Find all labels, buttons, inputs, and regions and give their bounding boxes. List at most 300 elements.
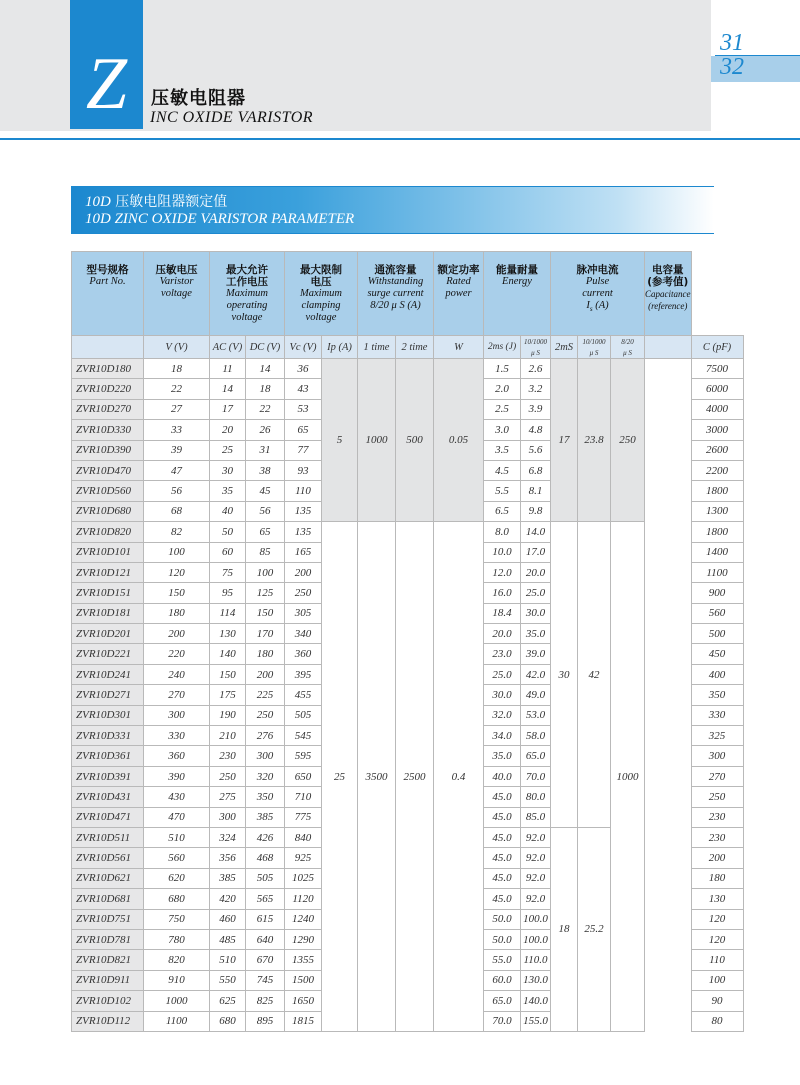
- ac-voltage: 60: [210, 542, 246, 562]
- header-operating-voltage: 最大允许 工作电压 Maximum operating voltage: [210, 252, 285, 336]
- column-gap: [645, 562, 692, 582]
- column-gap: [645, 848, 692, 868]
- logo-letter: Z: [85, 43, 128, 125]
- clamping-voltage: 1355: [285, 950, 322, 970]
- varistor-voltage: 240: [144, 664, 210, 684]
- unit-vc: Vc (V): [285, 336, 322, 359]
- varistor-voltage: 820: [144, 950, 210, 970]
- column-gap: [645, 542, 692, 562]
- dc-voltage: 350: [246, 787, 285, 807]
- energy-10-1000: 53.0: [521, 705, 551, 725]
- clamping-voltage: 595: [285, 746, 322, 766]
- capacitance: 900: [691, 583, 743, 603]
- energy-10-1000: 58.0: [521, 726, 551, 746]
- energy-2ms: 55.0: [484, 950, 521, 970]
- dc-voltage: 468: [246, 848, 285, 868]
- column-gap: [645, 420, 692, 440]
- capacitance: 350: [691, 685, 743, 705]
- energy-2ms: 20.0: [484, 624, 521, 644]
- ac-voltage: 95: [210, 583, 246, 603]
- energy-2ms: 65.0: [484, 991, 521, 1011]
- energy-10-1000: 20.0: [521, 562, 551, 582]
- ac-voltage: 550: [210, 970, 246, 990]
- dc-voltage: 565: [246, 889, 285, 909]
- dc-voltage: 825: [246, 991, 285, 1011]
- capacitance: 1800: [691, 522, 743, 542]
- unit-2time: 2 time: [396, 336, 434, 359]
- energy-10-1000: 14.0: [521, 522, 551, 542]
- varistor-voltage: 150: [144, 583, 210, 603]
- clamping-voltage: 650: [285, 766, 322, 786]
- varistor-voltage: 47: [144, 460, 210, 480]
- dc-voltage: 225: [246, 685, 285, 705]
- clamping-voltage: 93: [285, 460, 322, 480]
- clamping-voltage: 110: [285, 481, 322, 501]
- dc-voltage: 38: [246, 460, 285, 480]
- energy-10-1000: 3.9: [521, 399, 551, 419]
- ac-voltage: 140: [210, 644, 246, 664]
- header-surge-current: 通流容量 Withstanding surge current 8/20 μ S (A): [358, 252, 434, 336]
- energy-10-1000: 35.0: [521, 624, 551, 644]
- unit-pulse-2ms: 2mS: [551, 336, 578, 359]
- dc-voltage: 505: [246, 868, 285, 888]
- power-group-2: 0.4: [434, 522, 484, 1032]
- ac-voltage: 485: [210, 929, 246, 949]
- energy-10-1000: 130.0: [521, 970, 551, 990]
- table-units-row: [72, 336, 744, 359]
- part-number: ZVR10D121: [72, 562, 144, 582]
- pulse-2ms-group-2a: 30: [551, 522, 578, 828]
- clamping-voltage: 1650: [285, 991, 322, 1011]
- energy-2ms: 18.4: [484, 603, 521, 623]
- varistor-voltage: 200: [144, 624, 210, 644]
- unit-2ms: 2ms (J): [484, 336, 521, 359]
- part-number: ZVR10D511: [72, 827, 144, 847]
- capacitance: 180: [691, 868, 743, 888]
- ac-voltage: 175: [210, 685, 246, 705]
- part-number: ZVR10D471: [72, 807, 144, 827]
- varistor-voltage: 120: [144, 562, 210, 582]
- column-gap: [645, 807, 692, 827]
- varistor-voltage: 33: [144, 420, 210, 440]
- energy-10-1000: 92.0: [521, 889, 551, 909]
- energy-2ms: 34.0: [484, 726, 521, 746]
- energy-10-1000: 100.0: [521, 929, 551, 949]
- energy-10-1000: 25.0: [521, 583, 551, 603]
- dc-voltage: 170: [246, 624, 285, 644]
- pulse-8-20-group-1: 250: [611, 359, 645, 522]
- energy-2ms: 5.5: [484, 481, 521, 501]
- clamping-voltage: 1500: [285, 970, 322, 990]
- clamping-voltage: 1120: [285, 889, 322, 909]
- header-clamping-voltage: 最大限制 电压 Maximum clamping voltage: [285, 252, 358, 336]
- dc-voltage: 85: [246, 542, 285, 562]
- energy-2ms: 45.0: [484, 827, 521, 847]
- logo-block: [70, 0, 143, 129]
- energy-10-1000: 92.0: [521, 827, 551, 847]
- energy-2ms: 10.0: [484, 542, 521, 562]
- varistor-voltage: 470: [144, 807, 210, 827]
- clamping-voltage: 65: [285, 420, 322, 440]
- part-number: ZVR10D220: [72, 379, 144, 399]
- ip-group-1: 5: [322, 359, 358, 522]
- energy-10-1000: 92.0: [521, 848, 551, 868]
- clamping-voltage: 135: [285, 501, 322, 521]
- part-number: ZVR10D820: [72, 522, 144, 542]
- column-gap: [645, 889, 692, 909]
- dc-voltage: 31: [246, 440, 285, 460]
- part-number: ZVR10D271: [72, 685, 144, 705]
- varistor-voltage: 100: [144, 542, 210, 562]
- energy-2ms: 32.0: [484, 705, 521, 725]
- varistor-voltage: 560: [144, 848, 210, 868]
- ac-voltage: 460: [210, 909, 246, 929]
- energy-2ms: 60.0: [484, 970, 521, 990]
- clamping-voltage: 36: [285, 359, 322, 379]
- ac-voltage: 356: [210, 848, 246, 868]
- capacitance: 80: [691, 1011, 743, 1031]
- part-number: ZVR10D151: [72, 583, 144, 603]
- ac-voltage: 40: [210, 501, 246, 521]
- capacitance: 2200: [691, 460, 743, 480]
- part-number: ZVR10D680: [72, 501, 144, 521]
- energy-10-1000: 85.0: [521, 807, 551, 827]
- part-number: ZVR10D751: [72, 909, 144, 929]
- column-gap: [645, 726, 692, 746]
- energy-2ms: 40.0: [484, 766, 521, 786]
- clamping-voltage: 1240: [285, 909, 322, 929]
- dc-voltage: 18: [246, 379, 285, 399]
- ac-voltage: 75: [210, 562, 246, 582]
- energy-10-1000: 17.0: [521, 542, 551, 562]
- column-gap: [645, 685, 692, 705]
- ac-voltage: 50: [210, 522, 246, 542]
- section-title-prefix: 10D: [85, 194, 111, 210]
- energy-2ms: 50.0: [484, 909, 521, 929]
- header-part: 型号规格 Part No.: [72, 252, 144, 336]
- part-number: ZVR10D470: [72, 460, 144, 480]
- column-gap: [645, 787, 692, 807]
- dc-voltage: 745: [246, 970, 285, 990]
- ac-voltage: 190: [210, 705, 246, 725]
- pulse-10-1000-group-2b: 25.2: [578, 827, 611, 1031]
- column-gap: [645, 624, 692, 644]
- dc-voltage: 100: [246, 562, 285, 582]
- energy-2ms: 70.0: [484, 1011, 521, 1031]
- ip-group-2: 25: [322, 522, 358, 1032]
- pulse-8-20-group-2: 1000: [611, 522, 645, 1032]
- capacitance: 450: [691, 644, 743, 664]
- energy-2ms: 3.0: [484, 420, 521, 440]
- dc-voltage: 180: [246, 644, 285, 664]
- varistor-parameter-table: [71, 251, 744, 1032]
- energy-10-1000: 3.2: [521, 379, 551, 399]
- part-number: ZVR10D330: [72, 420, 144, 440]
- capacitance: 100: [691, 970, 743, 990]
- surge-1time-group-2: 3500: [358, 522, 396, 1032]
- ac-voltage: 25: [210, 440, 246, 460]
- energy-10-1000: 42.0: [521, 664, 551, 684]
- unit-pulse-8-20: 8/20 μ S: [611, 336, 645, 359]
- column-gap: [645, 603, 692, 623]
- clamping-voltage: 395: [285, 664, 322, 684]
- energy-10-1000: 5.6: [521, 440, 551, 460]
- clamping-voltage: 710: [285, 787, 322, 807]
- ac-voltage: 275: [210, 787, 246, 807]
- clamping-voltage: 250: [285, 583, 322, 603]
- varistor-voltage: 750: [144, 909, 210, 929]
- energy-2ms: 45.0: [484, 868, 521, 888]
- clamping-voltage: 53: [285, 399, 322, 419]
- column-gap: [645, 1011, 692, 1031]
- unit-dc: DC (V): [246, 336, 285, 359]
- surge-2time-group-2: 2500: [396, 522, 434, 1032]
- clamping-voltage: 455: [285, 685, 322, 705]
- part-number: ZVR10D112: [72, 1011, 144, 1031]
- energy-10-1000: 110.0: [521, 950, 551, 970]
- unit-w: W: [434, 336, 484, 359]
- dc-voltage: 670: [246, 950, 285, 970]
- header-varistor-voltage: 压敏电压 Varistor voltage: [144, 252, 210, 336]
- ac-voltage: 230: [210, 746, 246, 766]
- varistor-voltage: 27: [144, 399, 210, 419]
- varistor-voltage: 510: [144, 827, 210, 847]
- energy-10-1000: 65.0: [521, 746, 551, 766]
- energy-2ms: 16.0: [484, 583, 521, 603]
- capacitance: 130: [691, 889, 743, 909]
- header-pulse-current: 脉冲电流 Pulse current $I_s$ (A): [551, 252, 645, 336]
- ac-voltage: 14: [210, 379, 246, 399]
- unit-ac: AC (V): [210, 336, 246, 359]
- varistor-voltage: 680: [144, 889, 210, 909]
- dc-voltage: 22: [246, 399, 285, 419]
- unit-1time: 1 time: [358, 336, 396, 359]
- clamping-voltage: 505: [285, 705, 322, 725]
- unit-ip: Ip (A): [322, 336, 358, 359]
- part-number: ZVR10D331: [72, 726, 144, 746]
- header-energy: 能量耐量 Energy: [484, 252, 551, 336]
- energy-10-1000: 80.0: [521, 787, 551, 807]
- table-row: [72, 359, 744, 379]
- dc-voltage: 615: [246, 909, 285, 929]
- varistor-voltage: 18: [144, 359, 210, 379]
- energy-2ms: 23.0: [484, 644, 521, 664]
- column-gap: [645, 929, 692, 949]
- capacitance: 230: [691, 827, 743, 847]
- capacitance: 200: [691, 848, 743, 868]
- section-title-cn-text: 压敏电阻器额定值: [115, 194, 228, 210]
- clamping-voltage: 545: [285, 726, 322, 746]
- clamping-voltage: 1290: [285, 929, 322, 949]
- dc-voltage: 14: [246, 359, 285, 379]
- ac-voltage: 210: [210, 726, 246, 746]
- energy-2ms: 3.5: [484, 440, 521, 460]
- dc-voltage: 276: [246, 726, 285, 746]
- varistor-voltage: 780: [144, 929, 210, 949]
- part-number: ZVR10D781: [72, 929, 144, 949]
- varistor-voltage: 910: [144, 970, 210, 990]
- section-title-cn: [85, 191, 227, 211]
- energy-2ms: 12.0: [484, 562, 521, 582]
- capacitance: 90: [691, 991, 743, 1011]
- energy-10-1000: 30.0: [521, 603, 551, 623]
- energy-10-1000: 6.8: [521, 460, 551, 480]
- varistor-voltage: 22: [144, 379, 210, 399]
- part-number: ZVR10D431: [72, 787, 144, 807]
- surge-2time-group-1: 500: [396, 359, 434, 522]
- part-number: ZVR10D911: [72, 970, 144, 990]
- varistor-voltage: 39: [144, 440, 210, 460]
- ac-voltage: 20: [210, 420, 246, 440]
- section-title-en: 10D ZINC OXIDE VARISTOR PARAMETER: [85, 211, 355, 227]
- capacitance: 6000: [691, 379, 743, 399]
- column-gap: [645, 664, 692, 684]
- table-header-row: [72, 252, 744, 336]
- unit-pulse-10-1000: 10/1000 μ S: [578, 336, 611, 359]
- ac-voltage: 324: [210, 827, 246, 847]
- energy-10-1000: 70.0: [521, 766, 551, 786]
- column-gap: [645, 705, 692, 725]
- header-capacitance: 电容量 (参考值) Capacitance (reference): [645, 252, 692, 336]
- clamping-voltage: 1025: [285, 868, 322, 888]
- part-number: ZVR10D681: [72, 889, 144, 909]
- energy-10-1000: 155.0: [521, 1011, 551, 1031]
- capacitance: 330: [691, 705, 743, 725]
- table-row: [72, 522, 744, 542]
- unit-10-1000: 10/1000 μ S: [521, 336, 551, 359]
- surge-1time-group-1: 1000: [358, 359, 396, 522]
- ac-voltage: 130: [210, 624, 246, 644]
- ac-voltage: 114: [210, 603, 246, 623]
- pulse-10-1000-group-1: 23.8: [578, 359, 611, 522]
- column-gap: [645, 460, 692, 480]
- varistor-voltage: 390: [144, 766, 210, 786]
- unit-cap: C (pF): [691, 336, 743, 359]
- dc-voltage: 640: [246, 929, 285, 949]
- varistor-voltage: 56: [144, 481, 210, 501]
- energy-2ms: 6.5: [484, 501, 521, 521]
- column-gap: [645, 827, 692, 847]
- column-gap: [645, 991, 692, 1011]
- page-number-left: 31: [720, 30, 744, 56]
- energy-2ms: 1.5: [484, 359, 521, 379]
- dc-voltage: 150: [246, 603, 285, 623]
- pulse-2ms-group-2b: 18: [551, 827, 578, 1031]
- energy-10-1000: 2.6: [521, 359, 551, 379]
- clamping-voltage: 1815: [285, 1011, 322, 1031]
- header-rated-power: 额定功率 Rated power: [434, 252, 484, 336]
- clamping-voltage: 925: [285, 848, 322, 868]
- capacitance: 1100: [691, 562, 743, 582]
- column-gap: [645, 440, 692, 460]
- part-number: ZVR10D102: [72, 991, 144, 1011]
- dc-voltage: 26: [246, 420, 285, 440]
- column-gap: [645, 970, 692, 990]
- capacitance: 400: [691, 664, 743, 684]
- energy-2ms: 50.0: [484, 929, 521, 949]
- column-gap: [645, 399, 692, 419]
- column-gap: [645, 950, 692, 970]
- energy-2ms: 2.5: [484, 399, 521, 419]
- capacitance: 1800: [691, 481, 743, 501]
- part-number: ZVR10D201: [72, 624, 144, 644]
- column-gap: [645, 379, 692, 399]
- unit-gap: [645, 336, 692, 359]
- ac-voltage: 150: [210, 664, 246, 684]
- ac-voltage: 17: [210, 399, 246, 419]
- ac-voltage: 30: [210, 460, 246, 480]
- part-number: ZVR10D561: [72, 848, 144, 868]
- pulse-2ms-group-1: 17: [551, 359, 578, 522]
- part-number: ZVR10D270: [72, 399, 144, 419]
- page-number-right: 32: [720, 54, 744, 80]
- energy-2ms: 45.0: [484, 787, 521, 807]
- energy-10-1000: 39.0: [521, 644, 551, 664]
- column-gap: [645, 501, 692, 521]
- varistor-voltage: 270: [144, 685, 210, 705]
- clamping-voltage: 775: [285, 807, 322, 827]
- dc-voltage: 65: [246, 522, 285, 542]
- dc-voltage: 385: [246, 807, 285, 827]
- column-gap: [645, 868, 692, 888]
- part-number: ZVR10D821: [72, 950, 144, 970]
- part-number: ZVR10D241: [72, 664, 144, 684]
- capacitance: 7500: [691, 359, 743, 379]
- part-number: ZVR10D560: [72, 481, 144, 501]
- part-number: ZVR10D221: [72, 644, 144, 664]
- clamping-voltage: 77: [285, 440, 322, 460]
- capacitance: 500: [691, 624, 743, 644]
- dc-voltage: 300: [246, 746, 285, 766]
- clamping-voltage: 340: [285, 624, 322, 644]
- varistor-voltage: 620: [144, 868, 210, 888]
- energy-2ms: 2.0: [484, 379, 521, 399]
- energy-10-1000: 49.0: [521, 685, 551, 705]
- ac-voltage: 250: [210, 766, 246, 786]
- capacitance: 270: [691, 766, 743, 786]
- column-gap: [645, 644, 692, 664]
- dc-voltage: 56: [246, 501, 285, 521]
- dc-voltage: 895: [246, 1011, 285, 1031]
- clamping-voltage: 135: [285, 522, 322, 542]
- varistor-voltage: 430: [144, 787, 210, 807]
- capacitance: 300: [691, 746, 743, 766]
- energy-2ms: 45.0: [484, 807, 521, 827]
- unit-blank: [72, 336, 144, 359]
- capacitance: 250: [691, 787, 743, 807]
- dc-voltage: 320: [246, 766, 285, 786]
- ac-voltage: 510: [210, 950, 246, 970]
- capacitance: 230: [691, 807, 743, 827]
- page-title-en: INC OXIDE VARISTOR: [150, 109, 314, 126]
- part-number: ZVR10D391: [72, 766, 144, 786]
- column-gap: [645, 583, 692, 603]
- varistor-voltage: 220: [144, 644, 210, 664]
- energy-2ms: 8.0: [484, 522, 521, 542]
- varistor-voltage: 1000: [144, 991, 210, 1011]
- part-number: ZVR10D390: [72, 440, 144, 460]
- ac-voltage: 300: [210, 807, 246, 827]
- dc-voltage: 200: [246, 664, 285, 684]
- ac-voltage: 680: [210, 1011, 246, 1031]
- energy-2ms: 30.0: [484, 685, 521, 705]
- capacitance: 120: [691, 909, 743, 929]
- ac-voltage: 385: [210, 868, 246, 888]
- capacitance: 325: [691, 726, 743, 746]
- dc-voltage: 426: [246, 827, 285, 847]
- varistor-voltage: 300: [144, 705, 210, 725]
- clamping-voltage: 43: [285, 379, 322, 399]
